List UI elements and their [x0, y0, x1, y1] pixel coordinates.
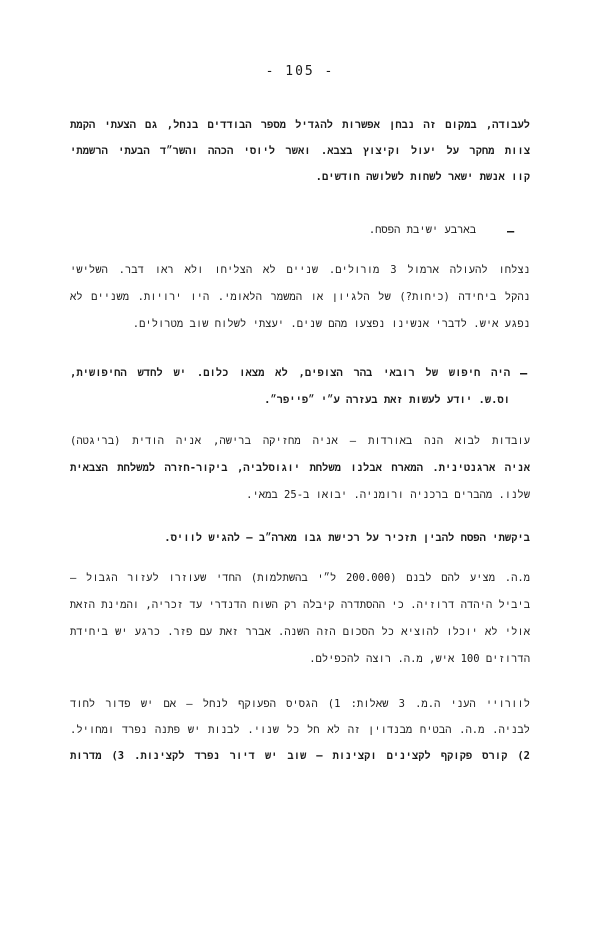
- paragraph-8-line-2: לבניה. מ.ה. הבטיח מבנדוין זה לא חל כל שנוי. לבנות יש פתנה נפרד ומחויל.: [70, 724, 530, 736]
- paragraph-7-line-4: הדרוזים 100 איש, מ.ה. רוצה להכפילם.: [309, 653, 530, 665]
- paragraph-1: [70, 117, 530, 185]
- paragraph-5-line-2: אניה ארגנטינית. המארח אבלנו משלחת יוגוסלביה, ביקור-חזרה למשלחת הצבאית: [70, 462, 530, 474]
- paragraph-5-line-3: שלנו. מהברים ברכניה ורומניה. יבואו ב-25 במאי.: [246, 489, 530, 501]
- paragraph-7-line-2: ביביל היהדה דרוזיה. כי ההסתדרה קיבלה רק השוח הדנדרי עד זכריה, והמינת הזאת: [70, 599, 530, 611]
- paragraph-7: [70, 570, 530, 667]
- paragraph-8-line-3: 2) קורס פקוקף לקצינים וקצינות – שוב יש דיור נפרד לקצינות. 3) מדרות: [70, 750, 530, 762]
- paragraph-8: [70, 696, 530, 764]
- paragraph-4: [70, 365, 510, 408]
- paragraph-3: [70, 262, 530, 332]
- paragraph-2-heading: בארבע ישיבת הפסח.: [368, 224, 476, 236]
- paragraph-4-line-1: היה חיפוש של רובאי בהר הצופים, לא מצאו כלום. יש לחדש החיפושית,: [70, 367, 510, 379]
- dash-bullet: –: [520, 366, 528, 380]
- paragraph-7-line-3: אולי לא יוכלו להוציא כל הסכום הזה השנה. אברר זאת עם פזר. כרגע יש ביחידת: [70, 626, 530, 638]
- paragraph-8-line-1: לוורויי העני ה.מ. 3 שאלות: 1) הגסיס הפעוקף לנחל – אם יש פדור לחוד: [70, 698, 530, 710]
- paragraph-5-line-1: עובדות לבוא הנה באורדות – אניה מחזיקה ברישה, אניה הודית (בריגטה): [70, 435, 530, 447]
- paragraph-3-line-2: נהקל ביחידה (כיחות?) של הלגיון או המשמר הלאומי. היו ירויות. משניים לא: [70, 291, 530, 303]
- paragraph-1-line-3: קוו אנשת ישאר לשחות לשלושה חודשים.: [315, 171, 530, 183]
- dash-bullet: –: [507, 224, 515, 238]
- paragraph-3-line-3: נפגע איש. לדברי אנשינו נפצעו מהם שנים. יעצתי לשלוח שוב מטרולים.: [132, 318, 530, 330]
- paragraph-7-line-1: מ.ה. מציע להם לבנם (200.000 ל״י בהשתלמות) החדי שעוזרו לעזור הגבול –: [70, 572, 530, 584]
- paragraph-3-line-1: נצלחו להעולה ארמול 3 מורולים. שניים לא הצליחו ולא ראו דבר. השלישי: [70, 264, 530, 276]
- page-number: - 105 -: [265, 64, 335, 79]
- paragraph-1-line-1: לעבודה, במקום זה נבחן אפשרות להגדיל מספר הבודדים בנחל, גם הצעתי הקמת: [70, 119, 530, 131]
- paragraph-6: ביקשתי הפסח להבין תזכיר על רכישת גבו מארה״ב – להגיש לוויס.: [164, 532, 530, 544]
- paragraph-5: [70, 433, 530, 503]
- paragraph-1-line-2: צוות מחקר על יעול וקיצוץ בצבא. ואשר ליוסי הכהה והשר״ד הבעתי הרשמתי: [70, 145, 530, 157]
- paragraph-4-line-2: וס.ש. יודע לעשות זאת בעזרה ע״י ״פייפר״.: [264, 394, 510, 406]
